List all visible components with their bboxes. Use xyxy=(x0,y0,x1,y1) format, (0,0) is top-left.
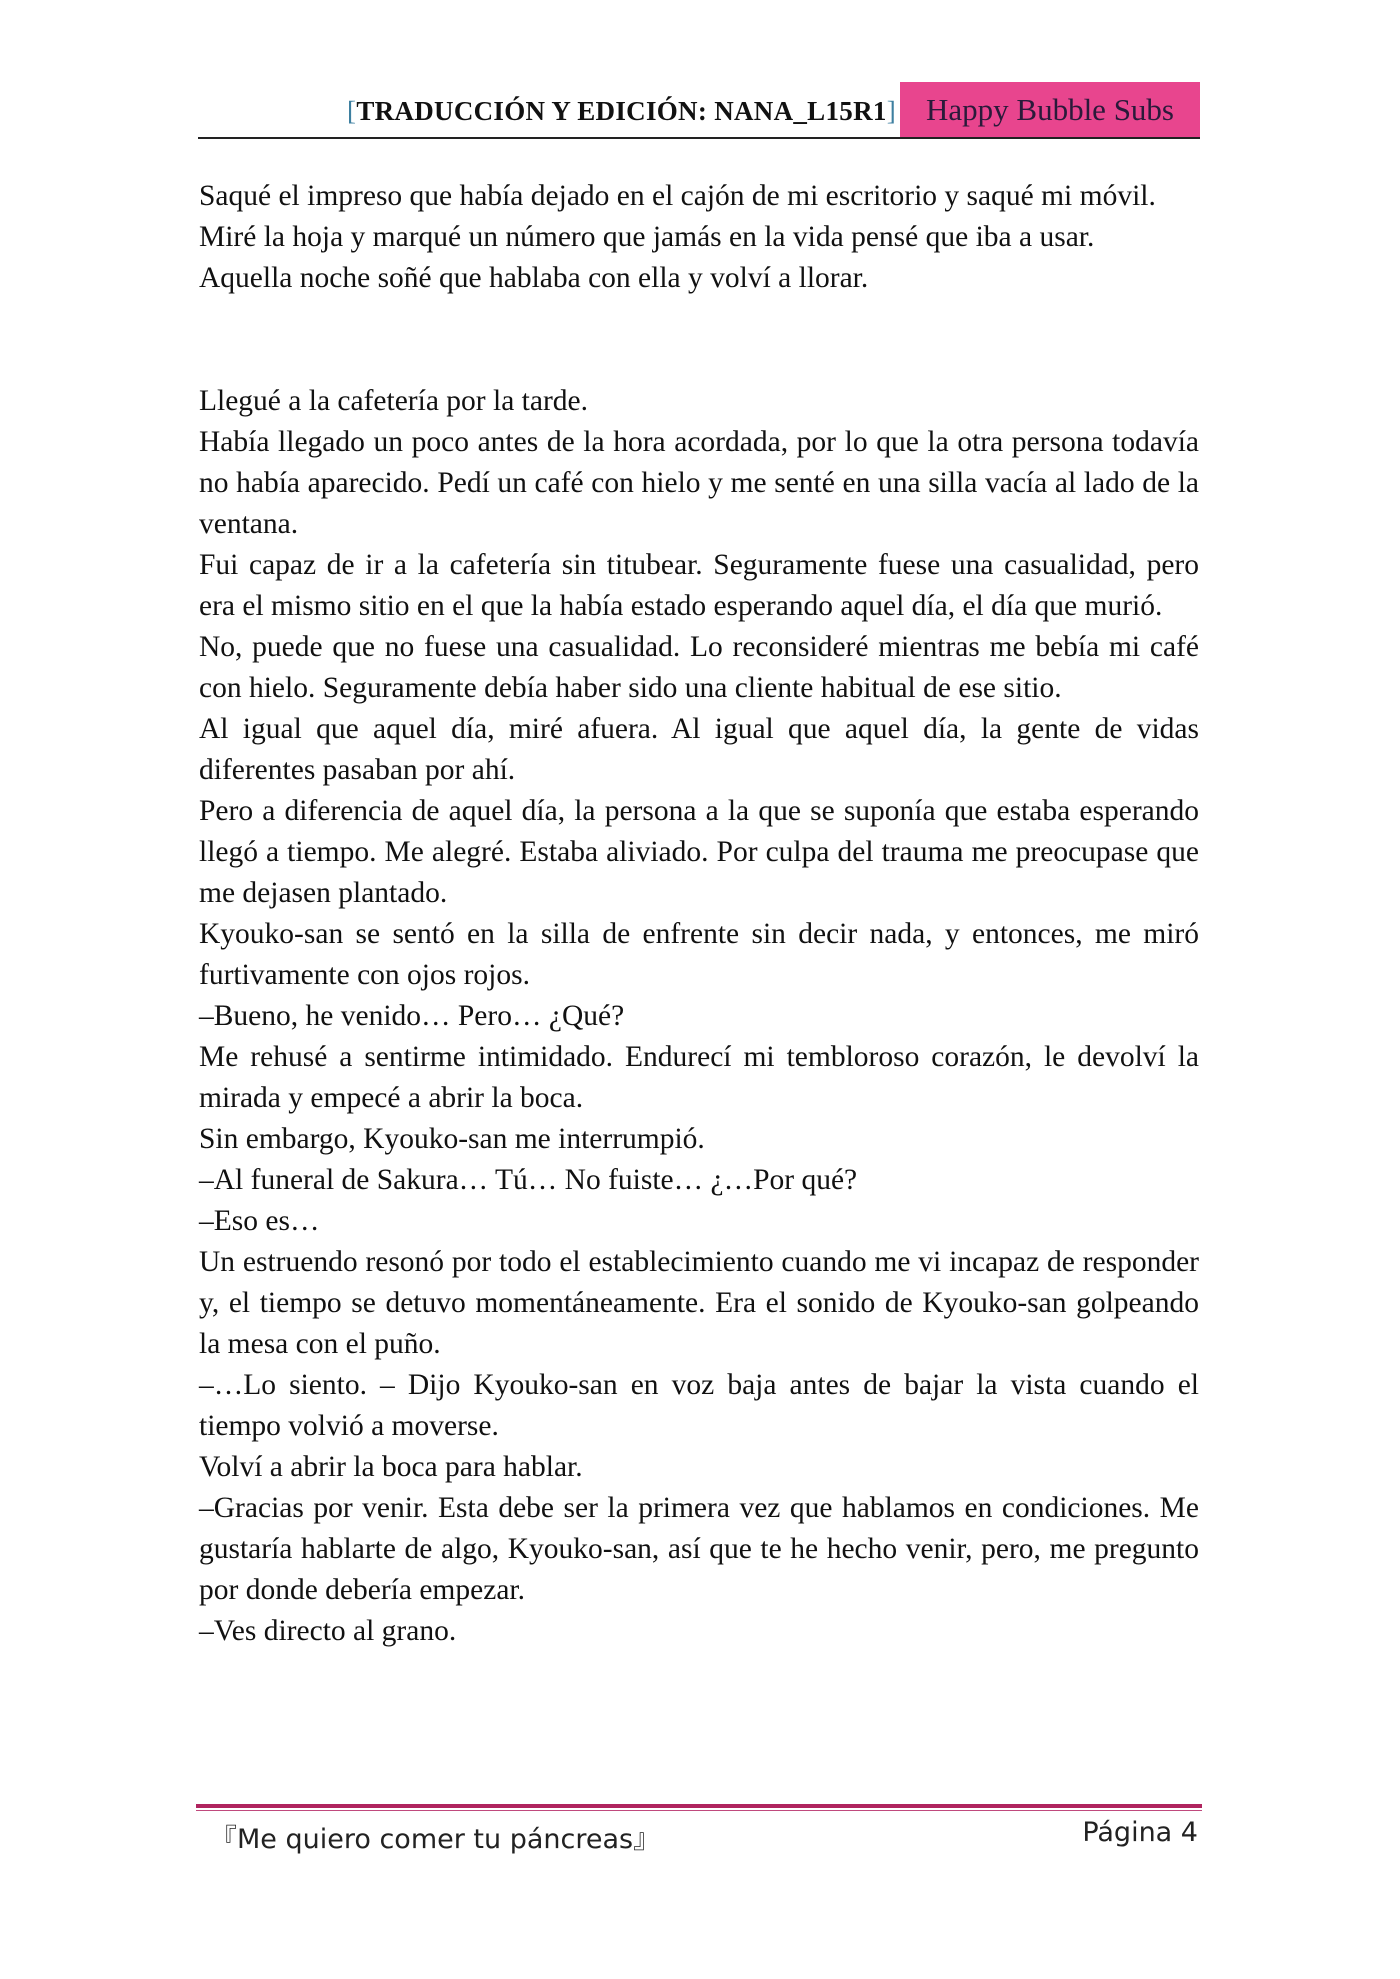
translation-credit xyxy=(347,96,896,127)
paragraph: Miré la hoja y marqué un número que jamás en la vida pensé que iba a usar. xyxy=(199,221,1095,253)
paragraph: Había llegado un poco antes de la hora acordada, por lo que la otra persona todavía no había aparecido. Pedí un café con hielo y me senté en una silla vacía al lado de la ventana. xyxy=(199,426,1199,540)
paragraph: Al igual que aquel día, miré afuera. Al igual que aquel día, la gente de vidas diferentes pasaban por ahí. xyxy=(199,713,1199,786)
paragraph-block-2 xyxy=(199,381,1199,1652)
paragraph: Un estruendo resonó por todo el establecimiento cuando me vi incapaz de responder y, el tiempo se detuvo momentáneamente. Era el sonido de Kyouko-san golpeando la mesa con el puño. xyxy=(199,1246,1199,1360)
page-body xyxy=(199,176,1199,1652)
paragraph: –Bueno, he venido… Pero… ¿Qué? xyxy=(199,1000,625,1032)
footer-divider-thin xyxy=(196,1810,1202,1811)
group-badge: Happy Bubble Subs xyxy=(900,82,1200,138)
credit-open-bracket: [ xyxy=(347,96,357,126)
paragraph: Llegué a la cafetería por la tarde. xyxy=(199,385,588,417)
page-header xyxy=(198,82,1200,138)
footer-divider xyxy=(196,1804,1202,1808)
paragraph: –Eso es… xyxy=(199,1205,320,1237)
paragraph: Pero a diferencia de aquel día, la persona a la que se suponía que estaba esperando llegó a tiempo. Me alegré. Estaba aliviado. Por culpa del trauma me preocupase que me dejasen plantado. xyxy=(199,795,1199,909)
paragraph: Me rehusé a sentirme intimidado. Endurecí mi tembloroso corazón, le devolví la mirada y empecé a abrir la boca. xyxy=(199,1041,1199,1114)
paragraph: Sin embargo, Kyouko-san me interrumpió. xyxy=(199,1123,705,1155)
credit-close-bracket: ] xyxy=(886,96,896,126)
paragraph: –Al funeral de Sakura… Tú… No fuiste… ¿…Por qué? xyxy=(199,1164,858,1196)
paragraph: –Gracias por venir. Esta debe ser la primera vez que hablamos en condiciones. Me gustaría hablarte de algo, Kyouko-san, así que te he hecho venir, pero, me pregunto por donde debería empezar. xyxy=(199,1492,1199,1606)
section-break xyxy=(199,299,1199,381)
paragraph: –…Lo siento. – Dijo Kyouko-san en voz baja antes de bajar la vista cuando el tiempo volvió a moverse. xyxy=(199,1369,1199,1442)
paragraph: Fui capaz de ir a la cafetería sin titubear. Seguramente fuese una casualidad, pero era el mismo sitio en el que la había estado esperando aquel día, el día que murió. xyxy=(199,549,1199,622)
header-divider xyxy=(198,137,1200,139)
credit-text: TRADUCCIÓN Y EDICIÓN: NANA_L15R1 xyxy=(356,96,887,126)
paragraph: Kyouko-san se sentó en la silla de enfrente sin decir nada, y entonces, me miró furtivamente con ojos rojos. xyxy=(199,918,1199,991)
paragraph: No, puede que no fuese una casualidad. Lo reconsideré mientras me bebía mi café con hielo. Seguramente debía haber sido una cliente habitual de ese sitio. xyxy=(199,631,1199,704)
paragraph: –Ves directo al grano. xyxy=(199,1615,457,1647)
paragraph: Saqué el impreso que había dejado en el cajón de mi escritorio y saqué mi móvil. xyxy=(199,180,1156,212)
paragraph: Volví a abrir la boca para hablar. xyxy=(199,1451,583,1483)
book-title: 『Me quiero comer tu páncreas』 xyxy=(210,1824,661,1855)
paragraph: Aquella noche soñé que hablaba con ella y volví a llorar. xyxy=(199,262,869,294)
paragraph-block-1 xyxy=(199,176,1199,299)
page-number: Página 4 xyxy=(1082,1817,1198,1848)
